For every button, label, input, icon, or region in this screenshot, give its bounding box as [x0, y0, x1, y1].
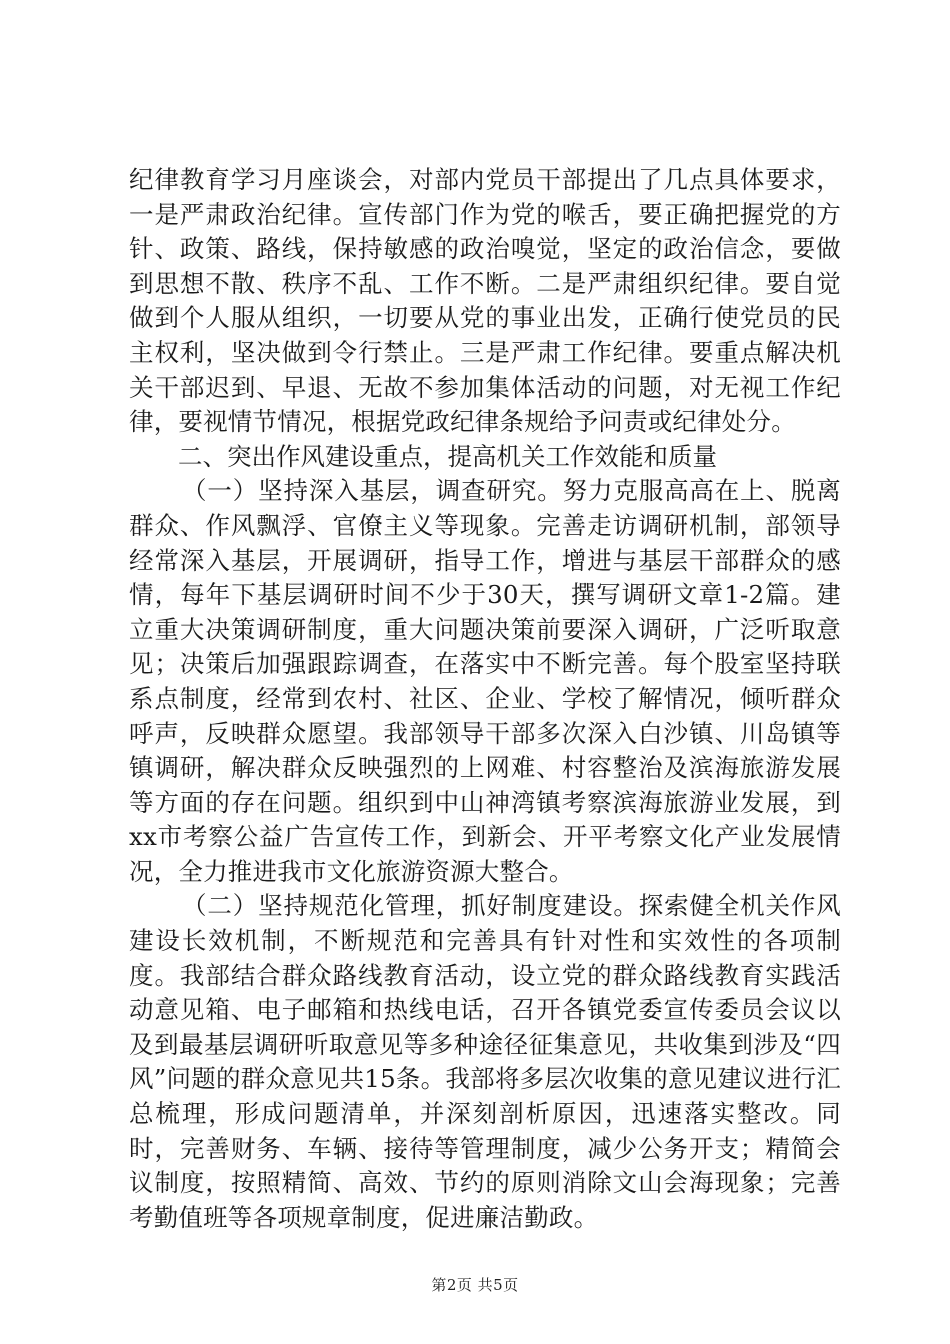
page-number-footer: 第2页 共5页	[431, 1276, 519, 1294]
section-heading-two: 二、突出作风建设重点，提高机关工作效能和质量	[178, 441, 717, 471]
paragraph-grassroots-research: （一）坚持深入基层，调查研究。努力克服高高在上、脱离群众、作风飘浮、官僚主义等现象。完善走访调研机制，部领导经常深入基层，开展调研，指导工作，增进与基层干部群众的感情，每年下基层调研时间不少于30天，撰写调研文章1-2篇。建立重大决策调研制度，重大问题决策前要深入调研，广泛听取意见；决策后加强跟踪调查，在落实中不断完善。每个股室坚持联系点制度，经常到农村、社区、企业、学校了解情况，倾听群众呼声，反映群众愿望。我部领导干部多次深入白沙镇、川岛镇等镇调研，解决群众反映强烈的上网难、村容整治及滨海旅游发展等方面的存在问题。组织到中山神湾镇考察滨海旅游业发展，到xx市考察公益广告宣传工作，到新会、开平考察文化产业发展情况，全力推进我市文化旅游资源大整合。	[129, 476, 841, 886]
paragraph-discipline: 纪律教育学习月座谈会，对部内党员干部提出了几点具体要求，一是严肃政治纪律。宣传部门作为党的喉舌，要正确把握党的方针、政策、路线，保持敏感的政治嗅觉，坚定的政治信念，要做到思想不散、秩序不乱、工作不断。二是严肃组织纪律。要自觉做到个人服从组织，一切要从党的事业出发，正确行使党员的民主权利，坚决做到令行禁止。三是严肃工作纪律。要重点解决机关干部迟到、早退、无故不参加集体活动的问题，对无视工作纪律，要视情节情况，根据党政纪律条规给予问责或纪律处分。	[129, 165, 841, 437]
document-body	[129, 163, 841, 1235]
paragraph-standardized-management: （二）坚持规范化管理，抓好制度建设。探索健全机关作风建设长效机制，不断规范和完善具有针对性和实效性的各项制度。我部结合群众路线教育活动，设立党的群众路线教育实践活动意见箱、电子邮箱和热线电话，召开各镇党委宣传委员会议以及到最基层调研听取意见等多种途径征集意见，共收集到涉及“四风”问题的群众意见共15条。我部将多层次收集的意见建议进行汇总梳理，形成问题清单，并深刻剖析原因，迅速落实整改。同时，完善财务、车辆、接待等管理制度，减少公务开支；精简会议制度，按照精简、高效、节约的原则消除文山会海现象；完善考勤值班等各项规章制度，促进廉洁勤政。	[129, 891, 841, 1232]
